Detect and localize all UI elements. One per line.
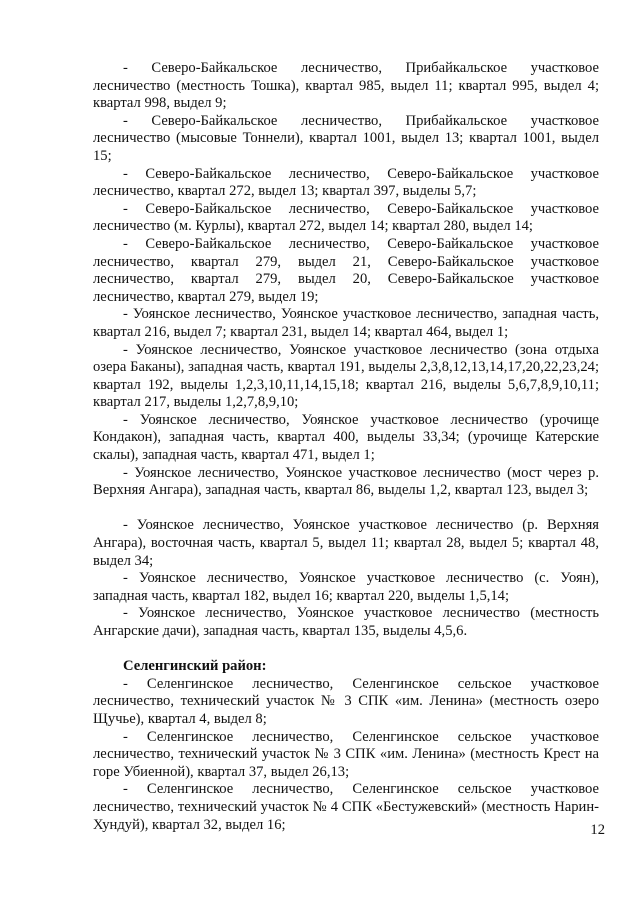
list-item: - Селенгинское лесничество, Селенгинское сельское участковое лесничество, технический участок № 3 СПК «им. Ленина» (местность Крест на горе Убиенной), квартал 37, выдел 26,13; <box>93 728 599 780</box>
list-item: - Северо-Байкальское лесничество, Северо-Байкальское участковое лесничество, квартал 279, выдел 21, Северо-Байкальское участковое лесничество, квартал 279, выдел 20, Северо-Байкальское участковое лесничество, квартал 279, выдел 19; <box>93 235 599 305</box>
list-item: - Уоянское лесничество, Уоянское участковое лесничество (урочище Кондакон), западная часть, квартал 400, выделы 33,34; (урочище Катерские скалы), западная часть, квартал 471, выдел 1; <box>93 411 599 464</box>
list-item: - Северо-Байкальское лесничество, Северо-Байкальское участковое лесничество, квартал 272, выдел 13; квартал 397, выделы 5,7; <box>93 165 599 200</box>
list-item: - Уоянское лесничество, Уоянское участковое лесничество (р. Верхняя Ангара), восточная часть, квартал 5, выдел 11; квартал 28, выдел 5; квартал 48, выдел 34; <box>93 517 599 569</box>
list-item: - Северо-Байкальское лесничество, Прибайкальское участковое лесничество (местность Тошка), квартал 985, выдел 11; квартал 995, выдел 4; квартал 998, выдел 9; <box>93 60 599 112</box>
list-item: - Селенгинское лесничество, Селенгинское сельское участковое лесничество, технический участок № 3 СПК «им. Ленина» (местность озеро Щучье), квартал 4, выдел 8; <box>93 675 599 727</box>
section-heading: Селенгинский район: <box>123 658 267 675</box>
list-item: - Уоянское лесничество, Уоянское участковое лесничество, западная часть, квартал 216, выдел 7; квартал 231, выдел 14; квартал 464, выдел 1; <box>93 306 599 340</box>
page-number: 12 <box>590 822 605 838</box>
list-item: - Северо-Байкальское лесничество, Северо-Байкальское участковое лесничество (м. Курлы), квартал 272, выдел 14; квартал 280, выдел 14; <box>93 200 599 235</box>
list-item: - Селенгинское лесничество, Селенгинское сельское участковое лесничество, технический участок № 4 СПК «Бестужевский» (местность Нарин-Хундуй), квартал 32, выдел 16; <box>93 781 599 833</box>
list-item: - Уоянское лесничество, Уоянское участковое лесничество (с. Уоян), западная часть, квартал 182, выдел 16; квартал 220, выделы 1,5,14; <box>93 570 599 604</box>
list-item: - Уоянское лесничество, Уоянское участковое лесничество (мост через р. Верхняя Ангара), западная часть, квартал 86, выделы 1,2, квартал 123, выдел 3; <box>93 464 599 499</box>
document-body <box>93 60 599 834</box>
list-item: - Уоянское лесничество, Уоянское участковое лесничество (местность Ангарские дачи), западная часть, квартал 135, выделы 4,5,6. <box>93 605 599 639</box>
list-item: - Северо-Байкальское лесничество, Прибайкальское участковое лесничество (мысовые Тоннели), квартал 1001, выдел 13; квартал 1001, выдел 15; <box>93 112 599 164</box>
list-item: - Уоянское лесничество, Уоянское участковое лесничество (зона отдыха озера Баканы), западная часть, квартал 191, выделы 2,3,8,12,13,14,17,20,22,23,24; квартал 192, выделы 1,2,3,10,11,14,15,18; квартал 216, выделы 5,6,7,8,9,10,11; квартал 217, выделы 1,2,7,8,9,10; <box>93 341 599 411</box>
